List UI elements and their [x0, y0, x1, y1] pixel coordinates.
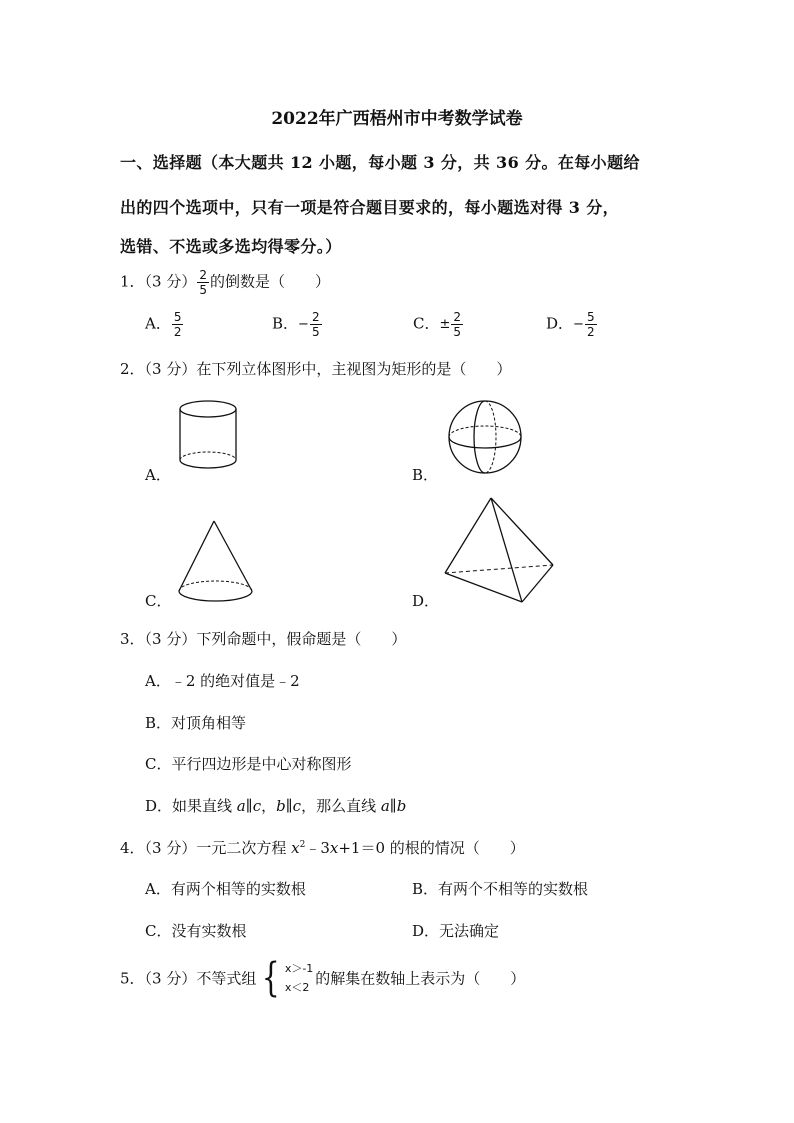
fraction-numerator: 2 [311, 310, 320, 324]
question-3-stem: 3．（3 分）下列命题中，假命题是（ ） [120, 630, 407, 648]
option-fraction [585, 310, 597, 339]
var-x: x [291, 839, 300, 857]
question-5-prefix: 5．（3 分）不等式组 [120, 969, 257, 988]
question-4-suffix: +1＝0 的根的情况（ ） [338, 839, 525, 857]
option-sign: ± [439, 317, 451, 332]
question-1-fraction [197, 268, 209, 297]
inequality-row-1: x＞-1 [284, 962, 314, 975]
parallel-symbol: ∥ [389, 797, 397, 815]
parallel-symbol: ∥ [245, 797, 253, 815]
var-a: a [380, 797, 390, 815]
cylinder-figure [175, 398, 245, 476]
question-2-stem: 2．（3 分）在下列立体图形中，主视图为矩形的是（ ） [120, 360, 512, 378]
question-5-stem [120, 955, 526, 1001]
question-4-prefix: 4．（3 分）一元二次方程 [120, 839, 292, 857]
fraction-numerator: 2 [453, 310, 462, 324]
var-a: a [236, 797, 246, 815]
question-1-stem [120, 268, 330, 297]
option-d-middle: ，那么直线 [301, 797, 381, 815]
question-2-label-c: C． [145, 592, 172, 610]
brace-symbol: { [262, 955, 280, 1001]
option-sign: − [573, 317, 584, 332]
option-sign: − [298, 317, 309, 332]
inequality-row-2: x＜2 [284, 981, 310, 994]
parallel-symbol: ∥ [285, 797, 293, 815]
page-title: 2022年广西梧州市中考数学试卷 [271, 109, 523, 129]
inequality-system [258, 955, 314, 1001]
question-1-option-a [145, 310, 184, 339]
comma: ， [261, 797, 277, 815]
fraction-denominator: 2 [586, 325, 595, 339]
question-4-option-a: A．有两个相等的实数根 [145, 880, 306, 898]
var-b: b [396, 797, 407, 815]
section-heading-line-3: 选错、不选或多选均得零分。） [120, 237, 342, 256]
question-4-option-d: D．无法确定 [412, 922, 500, 940]
question-1-suffix: 的倒数是（ ） [210, 272, 331, 291]
question-5-suffix: 的解集在数轴上表示为（ ） [315, 969, 526, 988]
option-d-prefix: D．如果直线 [145, 797, 237, 815]
question-3-option-d [145, 795, 406, 816]
var-x: x [329, 839, 339, 857]
question-3-option-c: C．平行四边形是中心对称图形 [145, 755, 352, 773]
question-2-label-d: D． [412, 592, 440, 610]
question-1-option-d [546, 310, 598, 339]
question-3-option-b: B．对顶角相等 [145, 714, 247, 732]
question-1-option-b [272, 310, 323, 339]
section-heading-line-1: 一、选择题（本大题共 12 小题，每小题 3 分，共 36 分。在每小题给 [120, 153, 640, 172]
fraction-numerator: 5 [586, 310, 595, 324]
option-label: D． [546, 314, 574, 333]
section-heading-line-2: 出的四个选项中，只有一项是符合题目要求的，每小题选对得 3 分， [120, 198, 620, 217]
exponent: 2 [299, 840, 306, 850]
fraction-denominator: 5 [311, 325, 320, 339]
option-label: A． [145, 314, 171, 333]
cone-figure [175, 518, 257, 606]
tetrahedron-figure [440, 495, 560, 607]
option-fraction [451, 310, 463, 339]
fraction-denominator: 5 [199, 283, 207, 297]
question-4-option-c: C．没有实数根 [145, 922, 247, 940]
question-3-option-a: A．﹣2 的绝对值是﹣2 [145, 672, 300, 690]
question-2-label-a: A． [145, 466, 171, 484]
minus-term: ﹣3 [305, 839, 330, 857]
question-4-stem [120, 837, 525, 858]
fraction-numerator: 5 [173, 310, 182, 324]
fraction-denominator: 2 [173, 325, 182, 339]
var-c: c [252, 797, 262, 815]
var-c: c [292, 797, 302, 815]
inequality-rows [285, 959, 313, 997]
question-1-prefix: 1．（3 分） [120, 272, 197, 291]
sphere-figure [444, 398, 528, 478]
option-label: C． [413, 314, 440, 333]
question-1-option-c [413, 310, 464, 339]
option-fraction [172, 310, 184, 339]
fraction-numerator: 2 [199, 268, 207, 282]
option-fraction [310, 310, 322, 339]
var-b: b [276, 797, 286, 815]
question-2-label-b: B． [412, 466, 439, 484]
question-4-option-b: B．有两个不相等的实数根 [412, 880, 589, 898]
option-label: B． [272, 314, 299, 333]
fraction-denominator: 5 [453, 325, 462, 339]
